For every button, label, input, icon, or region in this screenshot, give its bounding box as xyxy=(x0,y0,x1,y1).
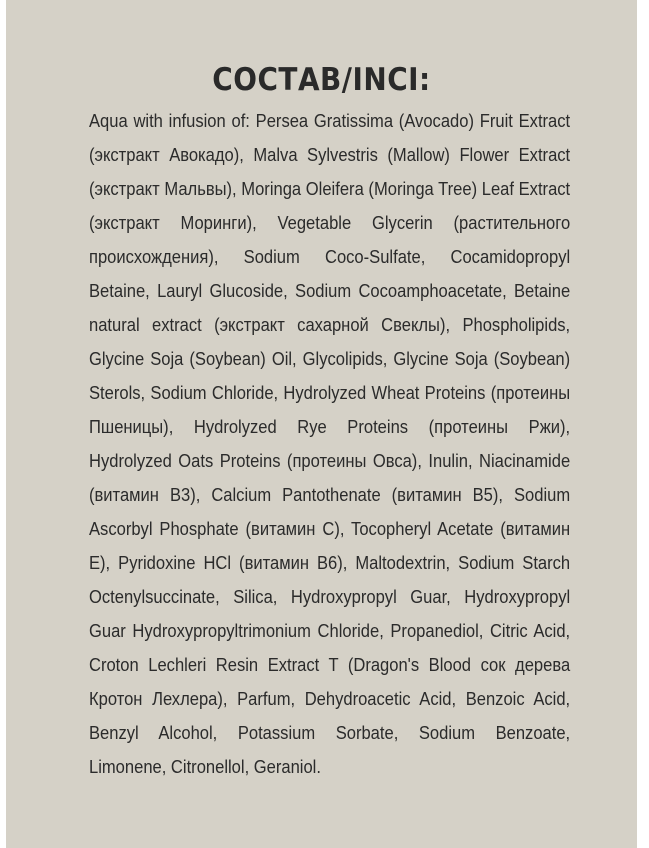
ingredients-heading: СОСТАВ/INCI: xyxy=(212,62,431,98)
ingredients-card xyxy=(6,0,637,848)
ingredients-list: Aqua with infusion of: Persea Gratissima (Avocado) Fruit Extract (экстракт Авокадо), Malva Sylvestris (Mallow) Flower Extract (экстракт Мальвы), Moringa Oleifera (Moringa Tree) Leaf Extract (экстракт Моринги), Vegetable Glycerin (растительного происхождения), Sodium Coco-Sulfate, Cocamidopropyl Betaine, Lauryl Glucoside, Sodium Cocoamphoacetate, Betaine natural extract (экстракт сахарной Свеклы), Phospholipids, Glycine Soja (Soybean) Oil, Glycolipids, Glycine Soja (Soybean) Sterols, Sodium Chloride, Hydrolyzed Wheat Proteins (протеины Пшеницы), Hydrolyzed Rye Proteins (протеины Ржи), Hydrolyzed Oats Proteins (протеины Овса), Inulin, Niacinamide (витамин В3), Calcium Pantothenate (витамин В5), Sodium Ascorbyl Phosphate (витамин С), Tocopheryl Acetate (витамин Е), Pyridoxine HCl (витамин В6), Maltodextrin, Sodium Starch Octenylsuccinate, Silica, Hydroxypropyl Guar, Hydroxypropyl Guar Hydroxypropyltrimonium Chloride, Propanediol, Citric Acid, Croton Lechleri Resin Extract T (Dragon's Blood сок дерева Кротон Лехлера), Parfum, Dehydroacetic Acid, Benzoic Acid, Benzyl Alcohol, Potassium Sorbate, Sodium Benzoate, Limonene, Citronellol, Geraniol. xyxy=(89,111,571,777)
